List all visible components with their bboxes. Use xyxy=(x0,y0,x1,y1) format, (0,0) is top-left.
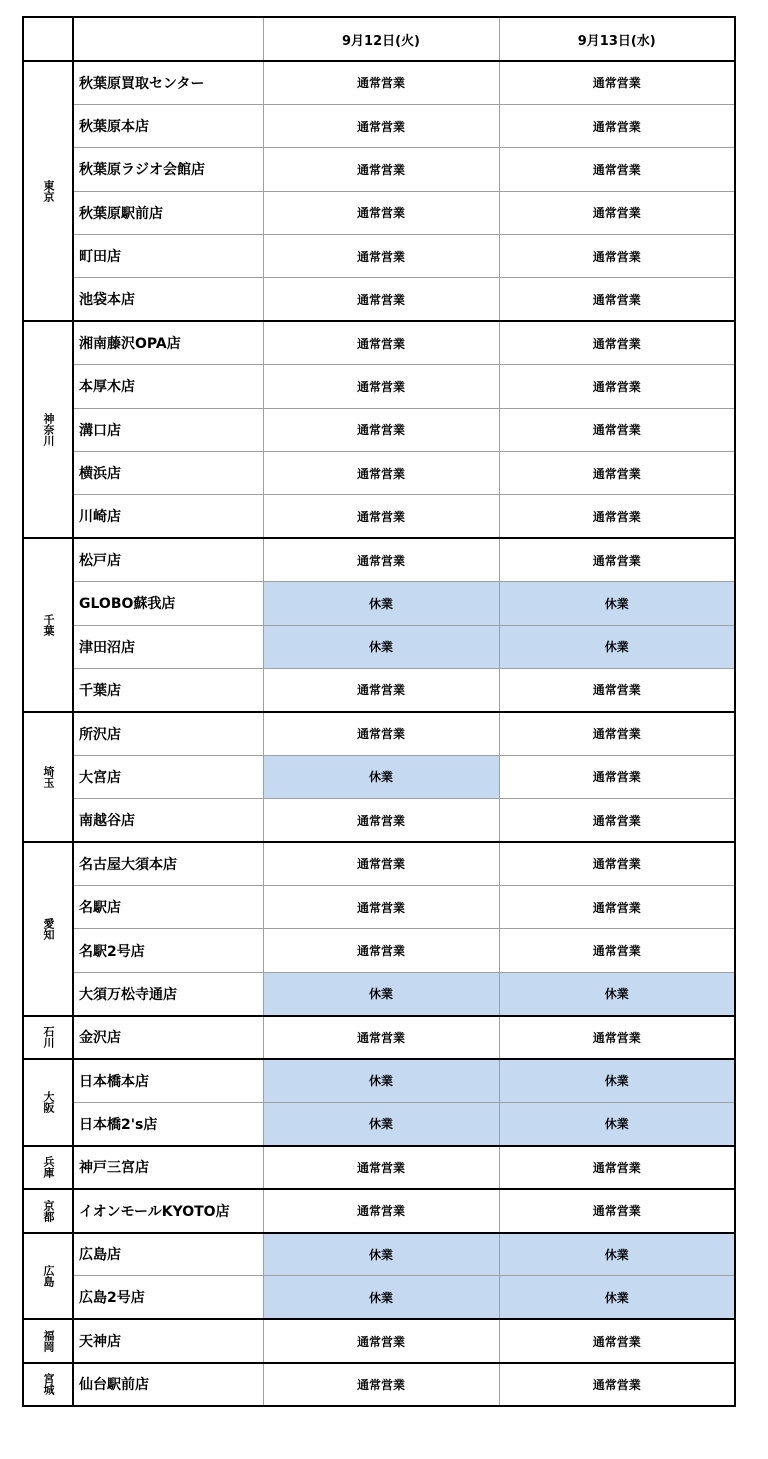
status-cell-day1: 通常営業 xyxy=(263,495,499,538)
status-cell-day2: 通常営業 xyxy=(499,1146,735,1189)
status-cell-day1: 通常営業 xyxy=(263,668,499,711)
store-schedule-table xyxy=(22,16,736,1407)
table-row xyxy=(23,235,735,278)
table-row xyxy=(23,408,735,451)
region-cell: 広島 xyxy=(23,1233,73,1320)
table-header xyxy=(23,17,735,61)
table-row xyxy=(23,1059,735,1102)
status-cell-day2: 通常営業 xyxy=(499,538,735,581)
store-name-cell: 秋葉原ラジオ会館店 xyxy=(73,148,263,191)
region-cell: 京都 xyxy=(23,1189,73,1232)
status-cell-day1: 通常営業 xyxy=(263,538,499,581)
status-cell-day2: 通常営業 xyxy=(499,668,735,711)
table-row xyxy=(23,495,735,538)
status-cell-day1: 通常営業 xyxy=(263,799,499,842)
status-cell-day1: 休業 xyxy=(263,755,499,798)
region-cell: 石川 xyxy=(23,1016,73,1059)
table-row xyxy=(23,885,735,928)
status-cell-day1: 通常営業 xyxy=(263,1319,499,1362)
region-cell: 大阪 xyxy=(23,1059,73,1146)
store-name-cell: 日本橋本店 xyxy=(73,1059,263,1102)
table-row xyxy=(23,799,735,842)
status-cell-day2: 通常営業 xyxy=(499,104,735,147)
table-row xyxy=(23,582,735,625)
table-row xyxy=(23,1276,735,1319)
status-cell-day2: 通常営業 xyxy=(499,408,735,451)
header-row xyxy=(23,17,735,61)
status-cell-day1: 休業 xyxy=(263,972,499,1015)
status-cell-day2: 通常営業 xyxy=(499,495,735,538)
region-cell: 千葉 xyxy=(23,538,73,712)
status-cell-day1: 通常営業 xyxy=(263,885,499,928)
store-name-cell: 南越谷店 xyxy=(73,799,263,842)
status-cell-day1: 通常営業 xyxy=(263,148,499,191)
table-row xyxy=(23,668,735,711)
table-row xyxy=(23,278,735,321)
table-row xyxy=(23,972,735,1015)
store-name-cell: 名古屋大須本店 xyxy=(73,842,263,885)
status-cell-day1: 通常営業 xyxy=(263,842,499,885)
region-cell: 愛知 xyxy=(23,842,73,1016)
table-row xyxy=(23,842,735,885)
store-name-cell: 町田店 xyxy=(73,235,263,278)
table-row xyxy=(23,452,735,495)
table-row xyxy=(23,191,735,234)
store-name-cell: 溝口店 xyxy=(73,408,263,451)
status-cell-day1: 通常営業 xyxy=(263,365,499,408)
header-day2-cell: 9月13日(水) xyxy=(499,17,735,61)
status-cell-day2: 通常営業 xyxy=(499,799,735,842)
status-cell-day2: 通常営業 xyxy=(499,321,735,364)
store-name-cell: 金沢店 xyxy=(73,1016,263,1059)
region-cell: 神奈川 xyxy=(23,321,73,538)
status-cell-day1: 通常営業 xyxy=(263,1363,499,1406)
status-cell-day1: 通常営業 xyxy=(263,452,499,495)
status-cell-day1: 休業 xyxy=(263,1059,499,1102)
store-name-cell: 横浜店 xyxy=(73,452,263,495)
header-region-cell xyxy=(23,17,73,61)
table-row xyxy=(23,321,735,364)
store-name-cell: 天神店 xyxy=(73,1319,263,1362)
status-cell-day2: 通常営業 xyxy=(499,365,735,408)
table-row xyxy=(23,61,735,104)
header-store-cell xyxy=(73,17,263,61)
status-cell-day2: 通常営業 xyxy=(499,1189,735,1232)
store-name-cell: 仙台駅前店 xyxy=(73,1363,263,1406)
status-cell-day2: 通常営業 xyxy=(499,1016,735,1059)
status-cell-day1: 休業 xyxy=(263,1233,499,1276)
table-row xyxy=(23,1189,735,1232)
status-cell-day2: 通常営業 xyxy=(499,191,735,234)
store-name-cell: 池袋本店 xyxy=(73,278,263,321)
store-name-cell: 川崎店 xyxy=(73,495,263,538)
region-cell: 宮城 xyxy=(23,1363,73,1406)
table-row xyxy=(23,365,735,408)
status-cell-day1: 休業 xyxy=(263,1276,499,1319)
region-cell: 兵庫 xyxy=(23,1146,73,1189)
status-cell-day2: 休業 xyxy=(499,1276,735,1319)
status-cell-day1: 通常営業 xyxy=(263,321,499,364)
status-cell-day1: 通常営業 xyxy=(263,61,499,104)
status-cell-day1: 通常営業 xyxy=(263,1189,499,1232)
status-cell-day1: 休業 xyxy=(263,625,499,668)
status-cell-day2: 休業 xyxy=(499,1059,735,1102)
status-cell-day2: 通常営業 xyxy=(499,1319,735,1362)
status-cell-day2: 休業 xyxy=(499,625,735,668)
status-cell-day1: 休業 xyxy=(263,582,499,625)
status-cell-day2: 休業 xyxy=(499,582,735,625)
store-name-cell: 名駅店 xyxy=(73,885,263,928)
status-cell-day1: 通常営業 xyxy=(263,191,499,234)
store-name-cell: 神戸三宮店 xyxy=(73,1146,263,1189)
status-cell-day2: 通常営業 xyxy=(499,148,735,191)
store-name-cell: 大須万松寺通店 xyxy=(73,972,263,1015)
store-name-cell: 松戸店 xyxy=(73,538,263,581)
store-name-cell: 湘南藤沢OPA店 xyxy=(73,321,263,364)
status-cell-day2: 通常営業 xyxy=(499,755,735,798)
store-name-cell: 大宮店 xyxy=(73,755,263,798)
table-row xyxy=(23,1363,735,1406)
store-name-cell: 秋葉原買取センター xyxy=(73,61,263,104)
table-row xyxy=(23,148,735,191)
store-name-cell: 名駅2号店 xyxy=(73,929,263,972)
status-cell-day2: 通常営業 xyxy=(499,278,735,321)
status-cell-day1: 通常営業 xyxy=(263,278,499,321)
status-cell-day2: 通常営業 xyxy=(499,452,735,495)
status-cell-day1: 通常営業 xyxy=(263,104,499,147)
status-cell-day2: 休業 xyxy=(499,972,735,1015)
status-cell-day1: 通常営業 xyxy=(263,1016,499,1059)
store-name-cell: 日本橋2's店 xyxy=(73,1102,263,1145)
table-row xyxy=(23,1146,735,1189)
status-cell-day1: 通常営業 xyxy=(263,1146,499,1189)
region-cell: 福岡 xyxy=(23,1319,73,1362)
status-cell-day2: 通常営業 xyxy=(499,842,735,885)
table-row xyxy=(23,1102,735,1145)
region-cell: 東京 xyxy=(23,61,73,321)
store-name-cell: 千葉店 xyxy=(73,668,263,711)
store-name-cell: 秋葉原駅前店 xyxy=(73,191,263,234)
status-cell-day1: 通常営業 xyxy=(263,408,499,451)
table-row xyxy=(23,755,735,798)
status-cell-day2: 通常営業 xyxy=(499,885,735,928)
table-row xyxy=(23,929,735,972)
status-cell-day1: 通常営業 xyxy=(263,235,499,278)
store-name-cell: GLOBO蘇我店 xyxy=(73,582,263,625)
table-row xyxy=(23,538,735,581)
store-name-cell: 広島店 xyxy=(73,1233,263,1276)
status-cell-day1: 休業 xyxy=(263,1102,499,1145)
store-name-cell: 広島2号店 xyxy=(73,1276,263,1319)
table-row xyxy=(23,625,735,668)
status-cell-day2: 通常営業 xyxy=(499,929,735,972)
status-cell-day1: 通常営業 xyxy=(263,929,499,972)
store-name-cell: 所沢店 xyxy=(73,712,263,755)
table-body xyxy=(23,61,735,1406)
status-cell-day2: 通常営業 xyxy=(499,61,735,104)
status-cell-day2: 通常営業 xyxy=(499,1363,735,1406)
region-cell: 埼玉 xyxy=(23,712,73,842)
header-day1-cell: 9月12日(火) xyxy=(263,17,499,61)
table-row xyxy=(23,712,735,755)
table-row xyxy=(23,1233,735,1276)
store-name-cell: イオンモールKYOTO店 xyxy=(73,1189,263,1232)
status-cell-day2: 休業 xyxy=(499,1233,735,1276)
table-row xyxy=(23,1319,735,1362)
status-cell-day2: 通常営業 xyxy=(499,712,735,755)
status-cell-day1: 通常営業 xyxy=(263,712,499,755)
store-name-cell: 秋葉原本店 xyxy=(73,104,263,147)
status-cell-day2: 通常営業 xyxy=(499,235,735,278)
store-name-cell: 津田沼店 xyxy=(73,625,263,668)
status-cell-day2: 休業 xyxy=(499,1102,735,1145)
table-row xyxy=(23,1016,735,1059)
store-name-cell: 本厚木店 xyxy=(73,365,263,408)
table-row xyxy=(23,104,735,147)
